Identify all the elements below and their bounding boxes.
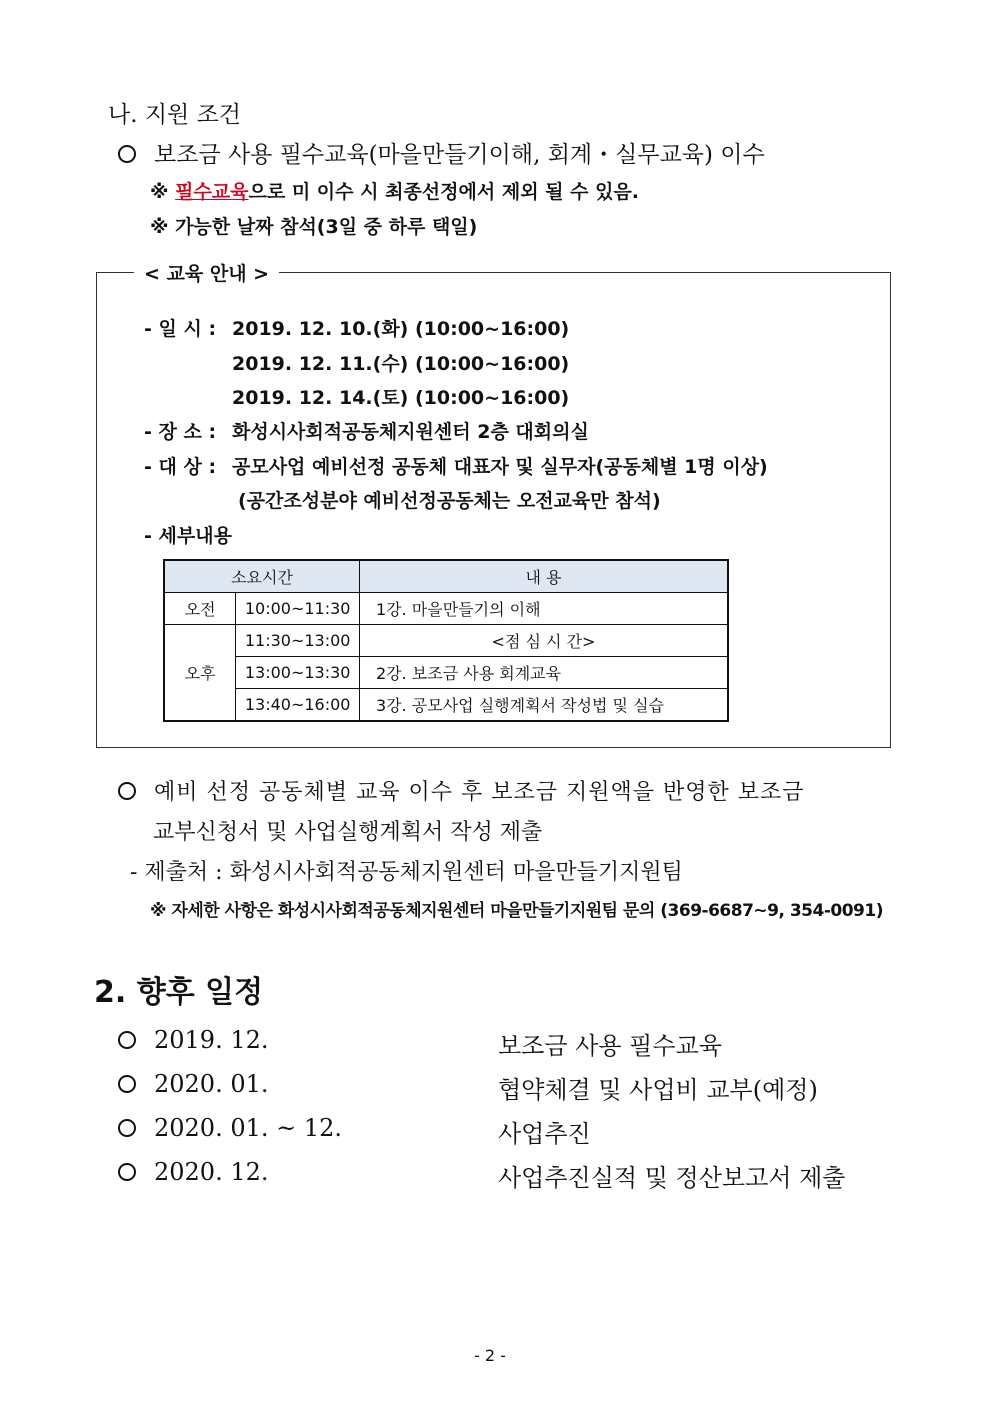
- schedule-table: [163, 559, 729, 722]
- schedule-date: 2020. 12.: [154, 1158, 269, 1186]
- details-label: - 세부내용: [144, 525, 232, 547]
- schedule-desc: 사업추진: [498, 1120, 591, 1148]
- time-cell: 11:30~13:00: [236, 625, 360, 657]
- schedule-item: [118, 1026, 269, 1054]
- time-cell: 10:00~11:30: [236, 593, 360, 625]
- contact-note: ※ 자세한 사항은 화성시사회적공동체지원센터 마을만들기지원팀 문의 (369-6687~9, 354-0091): [150, 901, 883, 921]
- bullet-text: 보조금 사용 필수교육(마을만들기이해, 회계・실무교육) 이수: [154, 142, 765, 168]
- circle-bullet-icon: [118, 1031, 136, 1049]
- schedule-date: 2020. 01. ~ 12.: [154, 1114, 343, 1142]
- note-line: ※ 가능한 날짜 참석(3일 중 하루 택일): [150, 216, 478, 238]
- schedule-desc: 협약체결 및 사업비 교부(예정): [498, 1076, 818, 1104]
- note-line: [150, 177, 639, 204]
- table-row: [164, 593, 728, 625]
- content-cell: 2강. 보조금 사용 회계교육: [360, 657, 729, 689]
- highlight-text: 필수교육: [175, 181, 249, 203]
- education-box-title: < 교육 안내 >: [134, 259, 279, 286]
- submit-line: - 제출처 : 화성시사회적공동체지원센터 마을만들기지원팀: [130, 860, 683, 885]
- schedule-date: 2020. 01.: [154, 1070, 269, 1098]
- bullet-item: [118, 775, 805, 806]
- time-cell: 13:00~13:30: [236, 657, 360, 689]
- circle-bullet-icon: [118, 1075, 136, 1093]
- table-row: [164, 657, 728, 689]
- header-time: 소요시간: [164, 560, 360, 593]
- section-2-title: 2. 향후 일정: [94, 975, 264, 1010]
- bullet-item: [118, 136, 765, 169]
- date-2: 2019. 12. 11.(수) (10:00~16:00): [232, 353, 570, 375]
- target-value: 공모사업 예비선정 공동체 대표자 및 실무자(공동체별 1명 이상): [232, 456, 768, 478]
- content-cell: 1강. 마을만들기의 이해: [360, 593, 729, 625]
- schedule-item: [118, 1070, 269, 1098]
- date-3: 2019. 12. 14.(토) (10:00~16:00): [232, 387, 570, 409]
- period-am: 오전: [164, 593, 236, 625]
- date-1: 2019. 12. 10.(화) (10:00~16:00): [232, 318, 570, 340]
- table-row: [164, 689, 728, 722]
- circle-bullet-icon: [118, 782, 136, 800]
- place-label: - 장 소 :: [144, 421, 217, 443]
- schedule-item: [118, 1158, 269, 1186]
- schedule-date: 2019. 12.: [154, 1026, 269, 1054]
- schedule-item: [118, 1114, 342, 1142]
- note-text: 으로 미 이수 시 최종선정에서 제외 될 수 있음.: [248, 181, 640, 203]
- note-mark: ※: [150, 181, 176, 203]
- table-row: [164, 625, 728, 657]
- period-pm: 오후: [164, 625, 236, 722]
- circle-bullet-icon: [118, 1163, 136, 1181]
- content-cell: 3강. 공모사업 실행계획서 작성법 및 실습: [360, 689, 729, 722]
- section-title: 나. 지원 조건: [108, 102, 242, 128]
- bullet-continuation: 교부신청서 및 사업실행계획서 작성 제출: [153, 820, 543, 845]
- page-number: - 2 -: [474, 1346, 506, 1365]
- circle-bullet-icon: [118, 145, 136, 163]
- target-label: - 대 상 :: [144, 456, 217, 478]
- header-content: 내 용: [360, 560, 729, 593]
- bullet-text: 예비 선정 공동체별 교육 이수 후 보조금 지원액을 반영한 보조금: [154, 780, 805, 805]
- place-value: 화성시사회적공동체지원센터 2층 대회의실: [232, 421, 589, 443]
- target-note: (공간조성분야 예비선정공동체는 오전교육만 참석): [238, 490, 661, 512]
- time-cell: 13:40~16:00: [236, 689, 360, 722]
- table-header-row: [164, 560, 728, 593]
- date-label: - 일 시 :: [144, 318, 217, 340]
- schedule-desc: 보조금 사용 필수교육: [498, 1032, 722, 1060]
- schedule-desc: 사업추진실적 및 정산보고서 제출: [498, 1164, 846, 1192]
- circle-bullet-icon: [118, 1119, 136, 1137]
- content-cell: <점 심 시 간>: [360, 625, 729, 657]
